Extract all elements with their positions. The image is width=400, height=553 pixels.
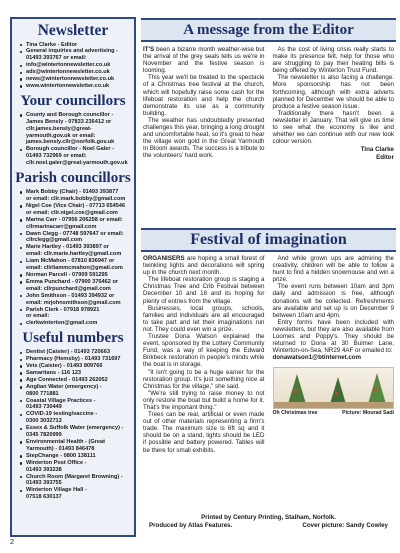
useful-number-item: Anglian Water (emergency) - 0800 771881 [20,384,131,398]
parish-councillor-item: clerkwinterton@gmail.com [20,320,131,327]
parish-councillors-heading: Parish councillors [15,170,131,187]
editor-paragraph: This year we'll be treated to the spectacle of a Christmas tree festival at the church, which will hopefully raise some cash for the lifeboat restoration and help the church demonstrate its use as a community building. [143,74,265,117]
newsletter-heading: Newsletter [37,22,109,39]
festival-paragraph: Trees can be real, artificial or even made out of other materials representing a firm's trade. The maximum size is 6ft sq and it should be on a stand, lights should be LED if possible and battery powered. Tables will be there for small exhibits. [143,411,265,454]
parish-councillor-item: John Smithson - 01493 394932 or email: mrjohnsmithson@gmail.com [20,293,131,307]
useful-number-item: COVID-19 testing/vaccine - 0300 3032713 [20,411,131,425]
photo-caption [273,410,395,417]
editor-signature-role: Editor [376,154,394,162]
festival-paragraph: "It isn't going to be a huge earner for the restoration group. It's just something nice at Christmas for the village," she said. [143,368,265,390]
parish-councillor-item: Liam McMahon - 07810 836947 or email: cllrliammcmahon@gmail.com [20,258,131,272]
festival-paragraph: Businesses, local groups, schools, families and individuals are all encouraged to take part and let their imaginations run riot. They could even win a prize. [143,304,265,333]
councillor-item: County and Borough councillor - James Bensly - 07833 236412 or cllr.james.bensly@great-yarmouth.gov.uk or email: james.bensly.cllr@norfolk.gov.uk [20,112,131,147]
editor-column-right [273,46,395,222]
cover-picture-credit: Cover picture: Sandy Cowley [302,522,388,529]
parish-councillors-list [12,189,134,327]
useful-number-item: Environmental Health - (Great Yarmouth) - 01493 846478 [20,439,131,453]
festival-paragraph: ORGANISERS are hoping a small forest of twinkling lights and decorations will spring up in the church next month. [143,255,265,277]
editor-message-article [143,46,394,222]
useful-number-item: Pharmacy (Hemsby) - 01493 731697 [20,356,131,363]
parish-councillor-item: Marina Carr - 07956 206258 or email: cllrmarinacarr@gmail.com [20,217,131,231]
newsletter-contact-item: ads@wintertonnewsletter.co.uk [20,69,131,76]
editor-paragraph: The newsletter is also facing a challenge. More sponsorship has not been forthcoming, although with extra adverts planned for December we should be able to produce a festive season issue. [272,74,394,110]
festival-paragraph: Trustee Dona Watson explained the event, sponsored by the Lottery Community Fund, was a way of keeping the Edward Birkbeck restoration in people's minds while the boat is in storage. [143,333,265,369]
editor-paragraph: The weather has undoubtedly presented challenges this year, bringing a long drought and uncomfortable heat, so it's great to hear the village won gold in the Great Yarmouth In Bloom awards. The success is a tribute to the volunteers' hard work. [143,116,265,160]
useful-number-item: Vets (Caister) - 01493 809766 [20,363,131,370]
useful-number-item: Essex & Suffolk Water (emergency) - 0345 7820999 [20,425,131,439]
printer-credit: Printed by Century Printing, Stalham, Norfolk. [201,514,336,521]
festival-paragraph: "We're still trying to raise money to not only restore the boat but build a home for it. That's the important thing." [143,389,265,411]
festival-paragraph: The lifeboat restoration group is staging a Christmas Tree and Crib Festival between December 10 and 18 and its hoping for plenty of entries from the village. [143,276,265,305]
parish-councillor-item: Norman Parcell - 07909 591295 [20,272,131,279]
parish-councillor-item: Dawn Clegg - 07748 597647 or email: cllrclegg@gmail.com [20,231,131,245]
editor-signature-name: Tina Clarke [360,146,394,154]
festival-column-left [143,255,265,511]
christmas-tree-photo [273,367,395,409]
newsletter-contact-item: info@wintertonnewsletter.co.uk [20,62,131,69]
festival-column-right [273,255,395,511]
print-credits [141,514,396,530]
festival-paragraph: Entry forms have been included with newsletters, but they are also available from Loomes and Poppy's. They should be returned to Dona at 30 Bulmer Lane, Winterton-on-Sea, NR29 4AF or emailed to: [272,318,394,355]
newsletter-contact-item: news@wintertonnewsletter.co.uk [20,76,131,83]
producer-credit: Produced by Atlas Features. [149,522,233,529]
useful-number-item: Dentist (Caister) - 01493 720663 [20,349,131,356]
newsletter-contact-item: www.wintertonnewsletter.co.uk [20,83,131,90]
parish-councillor-item: Mark Bobby (Chair) - 01493 393877 or email: cllr.mark.bobby@gmail.com [20,189,131,203]
editor-column-left [143,46,265,222]
editor-paragraph: As the cost of living crisis really starts to make its presence felt, help for those who are struggling to pay their heating bills is being offered by Winterton Trust Fund. [272,46,394,75]
useful-numbers-heading: Useful numbers [22,330,124,347]
newsletter-contact-item: Tina Clarke - Editor [20,42,131,49]
parish-councillor-item: Nigel Coe (Vice Chair) - 07713 654546 or email: cllr.nigel.coe@gmail.com [20,203,131,217]
festival-paragraph: And while grown ups are admiring the creativity, children will be able to follow a hunt to find a hidden snowmouse and win a prize. [272,255,394,284]
useful-number-item: Coastal Village Practices - 01493 730449 [20,398,131,412]
useful-number-item: Age Connected - 01493 262052 [20,377,131,384]
useful-numbers-list [12,349,134,501]
newsletter-contact-list [12,42,134,90]
useful-number-item: Winterton Post Office - 01493 393238 [20,460,131,474]
parish-councillor-item: Parish Clerk - 07918 978921 or email: [20,307,131,321]
festival-article [143,255,394,511]
useful-number-item: Winterton Village Hall - 07518 630137 [20,487,131,501]
festival-heading: Festival of imagination [141,228,396,252]
contacts-sidebar [10,17,136,537]
parish-councillor-item: Emma Punchard - 07900 376462 or email: cllrpunchard@gmail.com [20,279,131,293]
useful-number-item: Church Room (Margaret Browning) - 01493 393755 [20,474,131,488]
councillors-list [12,112,134,167]
councillor-item: Borough councillor - Noel Galer - 01493 732969 or email: cllr.noel.galer@great-yarmouth.gov.uk [20,146,131,167]
useful-number-item: Samaritans - 116 123 [20,370,131,377]
festival-contact-email[interactable]: donawatson1@btinternet.com [272,354,362,362]
councillors-heading: Your councillors [20,92,126,109]
page-number: 2 [10,539,14,546]
editor-paragraph: Traditionally there hasn't been a newsletter in January. That will give us time to see what the economy is like and whether we can continue with our new look colour version. [272,109,394,146]
useful-number-item: StepChange - 0800 138111 [20,453,131,460]
photo-credit: Picture: Mourad Sadi [342,410,394,417]
newsletter-contact-item: General inquiries and advertising - 01493 393767 or email: [20,48,131,62]
photo-caption-title: Oh Christmas tree [272,410,318,417]
editor-paragraph: IT'S been a bizarre month weather-wise but the arrival of the grey seals tells us we're in November and the festive season is looming. [143,46,265,75]
parish-councillor-item: Marie Hartley - 01493 393897 or email: cllr.marie.hartley@gmail.com [20,244,131,258]
editor-message-heading: A message from the Editor [141,18,396,42]
festival-paragraph: The event runs between 10am and 3pm daily and admission is free, although donations will be collected. Refreshments are available and set up is on December 9 between 10am and 4pm. [272,283,394,319]
